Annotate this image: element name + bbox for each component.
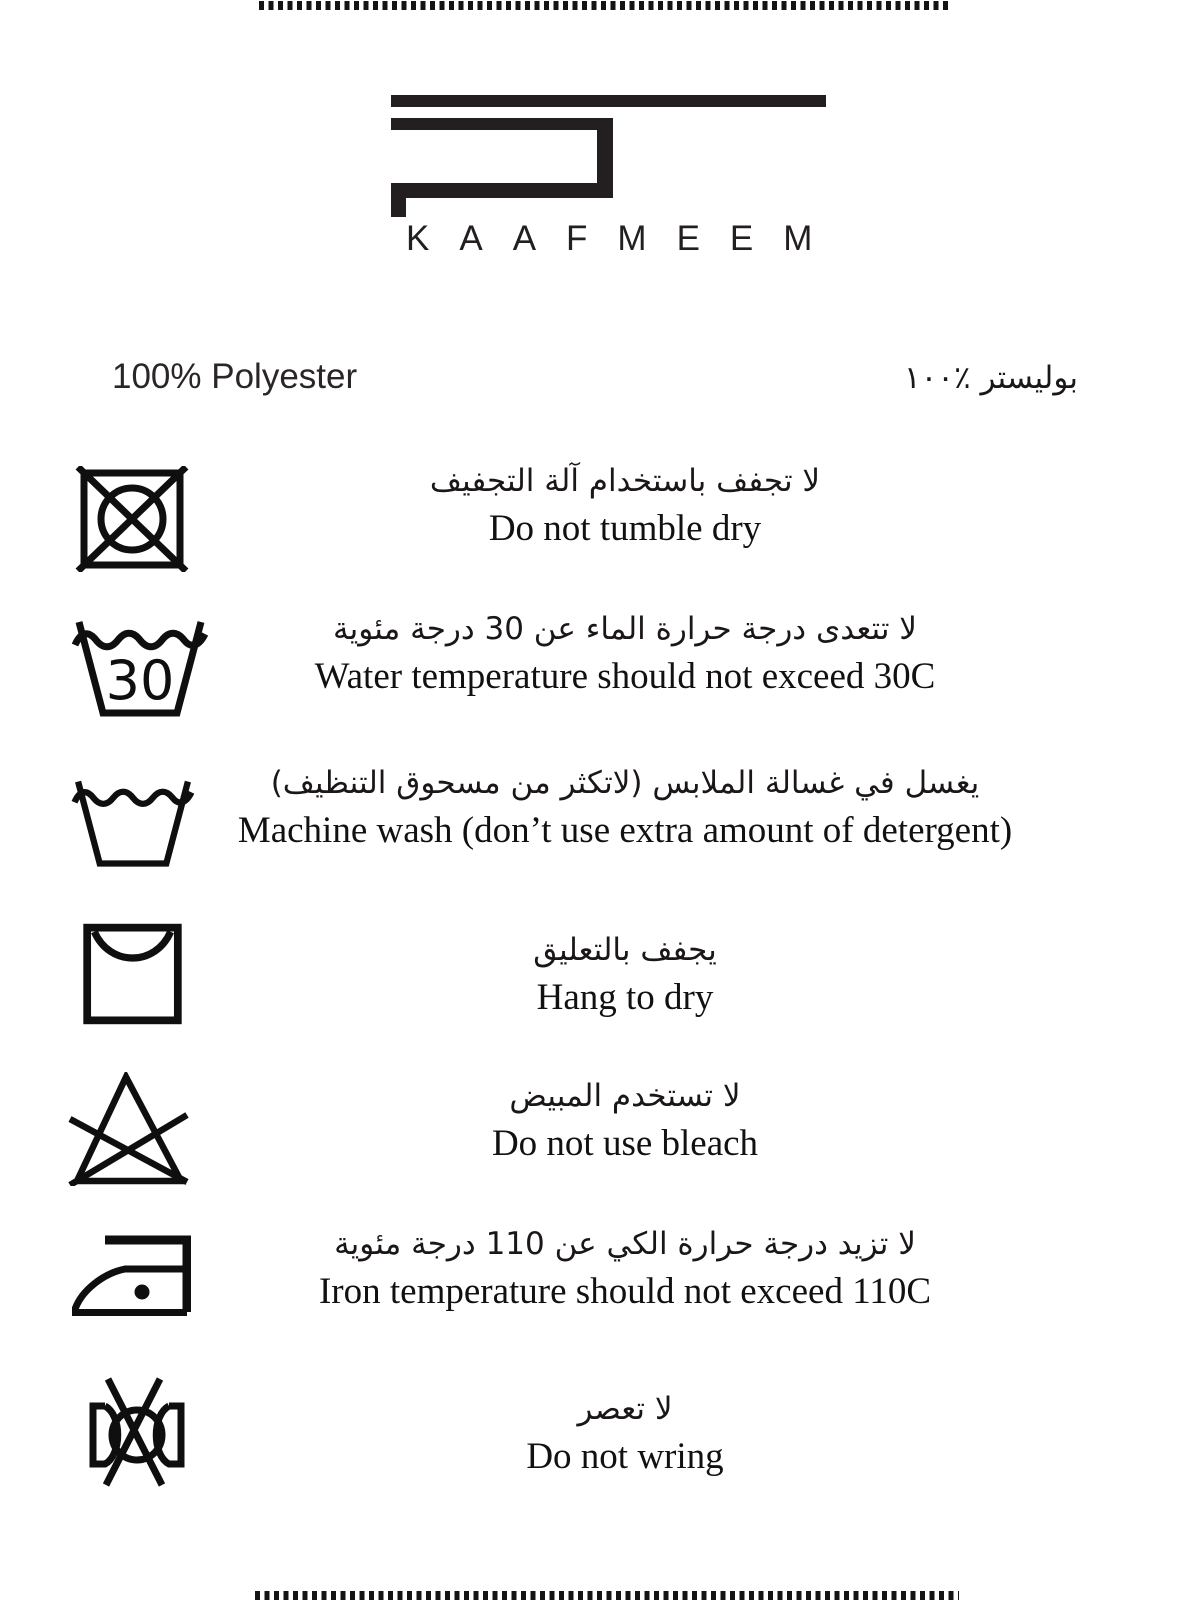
care-instruction-english: Water temperature should not exceed 30C: [314, 656, 936, 697]
machine-wash-icon: [70, 778, 196, 868]
svg-text:30: 30: [105, 649, 175, 712]
care-row-water-temperature: [190, 606, 1060, 701]
do-not-wring-icon: [76, 1375, 198, 1489]
fiber-content-english: 100% Polyester: [112, 357, 358, 396]
care-row-tumble-dry: [190, 458, 1060, 553]
care-instruction-english: Machine wash (don’t use extra amount of detergent): [237, 810, 1013, 851]
top-perforation-line: [259, 1, 952, 10]
fiber-content-arabic: بوليستر ٪١٠٠: [903, 360, 1078, 396]
care-instruction-arabic: يغسل في غسالة الملابس (لاتكثر من مسحوق التنظيف): [270, 765, 980, 801]
care-instruction-arabic: لا تتعدى درجة حرارة الماء عن 30 درجة مئوية: [333, 611, 917, 647]
care-instruction-english: Do not wring: [526, 1436, 724, 1477]
care-row-hang-dry: [190, 927, 1060, 1022]
care-row-machine-wash: [190, 760, 1060, 855]
care-instruction-arabic: لا تجفف باستخدام آلة التجفيف: [429, 463, 821, 499]
do-not-bleach-icon: [68, 1072, 190, 1186]
care-instruction-arabic: لا تزيد درجة حرارة الكي عن 110 درجة مئوية: [334, 1226, 916, 1262]
care-instruction-english: Do not use bleach: [491, 1123, 759, 1164]
kaafmeem-logo-icon: [391, 95, 826, 217]
care-instruction-english: Iron temperature should not exceed 110C: [318, 1271, 932, 1312]
care-instruction-arabic: يجفف بالتعليق: [533, 932, 717, 968]
care-instruction-arabic: لا تستخدم المبيض: [509, 1078, 741, 1114]
care-instruction-english: Do not tumble dry: [488, 508, 762, 549]
brand-wordmark: KAAFMEEM: [406, 219, 843, 258]
care-row-wring: [190, 1386, 1060, 1481]
care-instruction-english: Hang to dry: [536, 977, 714, 1018]
hang-to-dry-icon: [81, 922, 184, 1026]
care-row-bleach: [190, 1073, 1060, 1168]
iron-110-icon: [72, 1235, 191, 1316]
wash-30-icon: [70, 617, 210, 719]
do-not-tumble-dry-icon: [75, 466, 189, 572]
bottom-perforation-line: [255, 1591, 959, 1600]
care-row-iron: [190, 1221, 1060, 1316]
care-instruction-arabic: لا تعصر: [577, 1391, 673, 1427]
